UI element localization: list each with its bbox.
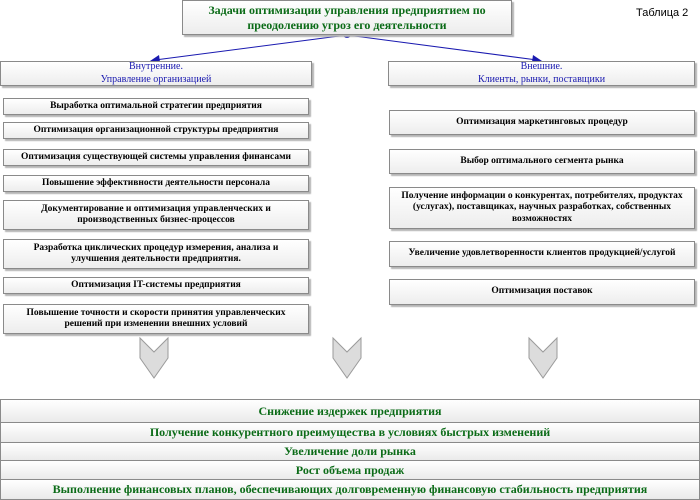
result-band <box>0 479 700 500</box>
table-label: Таблица 2 <box>636 7 689 19</box>
internal-item <box>3 304 309 334</box>
internal-item-text: Оптимизация существующей системы управления финансами <box>20 151 292 162</box>
internal-heading-line-2: Управление организацией <box>100 73 212 85</box>
internal-item-text: Документирование и оптимизация управленческих и <box>41 203 271 214</box>
external-item-text: Оптимизация поставок <box>491 286 593 297</box>
internal-item <box>3 98 309 115</box>
internal-item <box>3 122 309 139</box>
internal-item <box>3 277 309 294</box>
external-item-text: Увеличение удовлетворенности клиентов продукцией/услугой <box>408 248 676 259</box>
internal-item-text: решений при изменении внешних условий <box>64 319 248 329</box>
result-band <box>0 399 700 423</box>
external-item <box>389 187 695 229</box>
internal-item <box>3 239 309 269</box>
result-band <box>0 422 700 443</box>
internal-item-text: Оптимизация организационной структуры предприятия <box>33 124 279 135</box>
internal-heading <box>0 61 312 86</box>
internal-item-text: улучшения деятельности предприятия. <box>71 254 241 264</box>
external-heading <box>388 61 695 86</box>
external-item <box>389 149 695 174</box>
external-item-text: Оптимизация маркетинговых процедур <box>456 116 628 127</box>
title-box <box>182 0 512 35</box>
internal-item <box>3 175 309 192</box>
title-line-1: Задачи оптимизации управления предприятием по <box>208 3 486 18</box>
title-line-2: преодолению угроз его деятельности <box>247 17 447 32</box>
external-item <box>389 110 695 135</box>
internal-heading-line-1: Внутренние. <box>129 61 183 72</box>
internal-item <box>3 200 309 230</box>
down-arrow-middle <box>333 338 361 378</box>
internal-item <box>3 149 309 166</box>
external-item <box>389 241 695 267</box>
connector-right <box>347 35 537 60</box>
down-arrow-right <box>529 338 557 378</box>
external-item-text: возможностях <box>511 213 573 224</box>
internal-item-text: Оптимизация IT-системы предприятия <box>71 279 241 290</box>
result-text: Получение конкурентного преимущества в условиях быстрых изменений <box>149 425 551 439</box>
internal-item-text: Разработка циклических процедур измерения, анализа и <box>33 242 279 253</box>
connector-left <box>155 35 347 60</box>
internal-item-text: Повышение эффективности деятельности персонала <box>41 177 271 188</box>
external-item-text: Получение информации о конкурентах, потребителях, продуктах <box>401 190 683 201</box>
external-heading-line-1: Внешние. <box>520 61 563 72</box>
internal-item-text: Выработка оптимальной стратегии предприятия <box>50 100 262 111</box>
external-item <box>389 279 695 305</box>
result-band <box>0 460 700 480</box>
external-item-text: Выбор оптимального сегмента рынка <box>460 155 624 166</box>
down-arrow-left <box>140 338 168 378</box>
result-text: Увеличение доли рынка <box>284 444 416 458</box>
external-item-text: (услугах), поставщиках, научных разработках, собственных <box>412 202 672 213</box>
result-band <box>0 442 700 461</box>
result-text: Снижение издержек предприятия <box>258 403 442 418</box>
internal-item-text: производственных бизнес-процессов <box>77 215 235 225</box>
external-heading-line-2: Клиенты, рынки, поставщики <box>477 73 606 85</box>
result-text: Рост объема продаж <box>295 462 405 477</box>
internal-item-text: Повышение точности и скорости принятия управленческих <box>26 307 286 318</box>
result-text: Выполнение финансовых планов, обеспечивающих долговременную финансовую стабильность предприятия <box>52 482 648 496</box>
